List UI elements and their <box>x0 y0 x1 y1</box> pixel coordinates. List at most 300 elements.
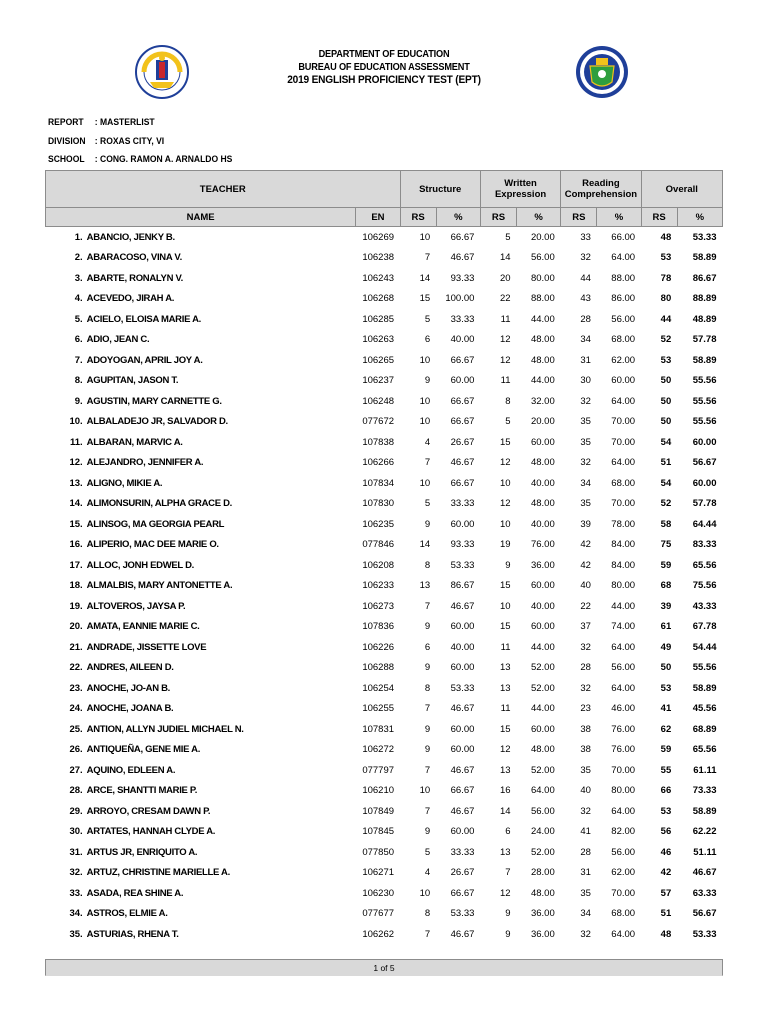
teacher-name: ALTOVEROS, JAYSA P. <box>86 600 186 612</box>
teacher-name: ARROYO, CRESAM DAWN P. <box>86 805 211 817</box>
overall-rs: 53 <box>660 682 672 694</box>
employee-number: 106272 <box>362 744 395 756</box>
table-row <box>46 309 723 330</box>
employee-number: 106269 <box>362 231 395 243</box>
row-number: 16. <box>69 539 83 551</box>
written-pct: 48.00 <box>530 744 555 756</box>
row-number: 9. <box>74 395 83 407</box>
structure-rs: 4 <box>424 867 431 879</box>
overall-pct: 64.44 <box>692 518 717 530</box>
written-rs: 22 <box>499 293 511 305</box>
written-rs: 8 <box>505 395 511 407</box>
table-row <box>46 227 723 248</box>
employee-number: 107836 <box>362 621 395 633</box>
overall-pct: 63.33 <box>692 887 717 899</box>
structure-pct: 46.67 <box>450 805 475 817</box>
teacher-name: ANDRES, AILEEN D. <box>86 662 174 674</box>
structure-pct: 46.67 <box>450 703 475 715</box>
overall-rs: 39 <box>660 600 672 612</box>
employee-number: 106248 <box>362 395 395 407</box>
written-pct: 44.00 <box>530 313 555 325</box>
structure-pct: 60.00 <box>450 375 475 387</box>
col-reading-rs: RS <box>561 208 597 227</box>
structure-pct: 66.67 <box>450 477 475 489</box>
reading-pct: 86.00 <box>611 293 636 305</box>
row-number: 24. <box>69 703 83 715</box>
overall-rs: 50 <box>660 662 672 674</box>
employee-number: 077846 <box>362 539 395 551</box>
structure-rs: 8 <box>424 682 431 694</box>
employee-number: 077850 <box>362 846 395 858</box>
col-structure-rs: RS <box>400 208 436 227</box>
written-rs: 10 <box>499 477 511 489</box>
reading-rs: 35 <box>580 887 591 899</box>
group-written-expression: Written Expression <box>480 171 560 208</box>
overall-rs: 41 <box>660 703 672 715</box>
structure-pct: 66.67 <box>450 887 475 899</box>
reading-rs: 39 <box>580 518 591 530</box>
table-row <box>46 842 723 863</box>
employee-number: 106208 <box>362 559 395 571</box>
overall-pct: 86.67 <box>692 272 717 284</box>
overall-rs: 56 <box>660 826 672 838</box>
written-pct: 44.00 <box>530 703 555 715</box>
written-rs: 11 <box>500 313 511 325</box>
overall-rs: 51 <box>660 908 672 920</box>
reading-pct: 68.00 <box>611 334 636 346</box>
written-pct: 24.00 <box>530 826 555 838</box>
reading-pct: 84.00 <box>611 539 636 551</box>
written-pct: 48.00 <box>530 498 555 510</box>
reading-pct: 56.00 <box>611 662 636 674</box>
teacher-name: AGUSTIN, MARY CARNETTE G. <box>86 395 222 407</box>
teacher-name: AQUINO, EDLEEN A. <box>86 764 176 776</box>
overall-rs: 42 <box>660 867 672 879</box>
overall-pct: 55.56 <box>692 395 717 407</box>
structure-pct: 66.67 <box>450 231 475 243</box>
table-row <box>46 924 723 945</box>
overall-rs: 57 <box>660 887 672 899</box>
reading-rs: 32 <box>580 682 591 694</box>
table-row <box>46 289 723 310</box>
employee-number: 106262 <box>362 928 395 940</box>
employee-number: 106263 <box>362 334 395 346</box>
overall-rs: 62 <box>660 723 672 735</box>
overall-pct: 68.89 <box>692 723 717 735</box>
reading-rs: 30 <box>580 375 591 387</box>
teacher-name: ALIPERIO, MAC DEE MARIE O. <box>86 539 219 551</box>
row-number: 26. <box>69 744 83 756</box>
overall-rs: 53 <box>660 805 672 817</box>
employee-number: 106237 <box>362 375 395 387</box>
employee-number: 106285 <box>362 313 395 325</box>
table-row <box>46 719 723 740</box>
structure-rs: 14 <box>419 539 431 551</box>
meta-division <box>48 135 164 148</box>
meta-report-label: REPORT <box>48 117 84 128</box>
teacher-name: ADIO, JEAN C. <box>86 334 150 346</box>
meta-school-value: : CONG. RAMON A. ARNALDO HS <box>94 154 233 165</box>
structure-rs: 13 <box>419 580 431 592</box>
reading-pct: 44.00 <box>611 600 636 612</box>
overall-pct: 45.56 <box>692 703 717 715</box>
teacher-name: ARCE, SHANTTI MARIE P. <box>86 785 198 797</box>
overall-rs: 61 <box>660 621 672 633</box>
written-pct: 88.00 <box>530 293 555 305</box>
row-number: 33. <box>69 887 83 899</box>
structure-pct: 33.33 <box>450 846 475 858</box>
written-pct: 36.00 <box>530 559 555 571</box>
reading-pct: 62.00 <box>611 354 636 366</box>
written-rs: 12 <box>499 744 511 756</box>
written-rs: 12 <box>499 457 511 469</box>
row-number: 28. <box>69 785 83 797</box>
overall-pct: 55.56 <box>692 375 717 387</box>
teacher-name: AGUPITAN, JASON T. <box>86 375 179 387</box>
employee-number: 077672 <box>362 416 395 428</box>
overall-pct: 60.00 <box>692 436 717 448</box>
written-rs: 12 <box>499 887 511 899</box>
teacher-name: ARTATES, HANNAH CLYDE A. <box>86 826 216 838</box>
overall-pct: 58.89 <box>692 682 717 694</box>
bea-seal-icon <box>574 44 630 100</box>
written-pct: 56.00 <box>530 252 555 264</box>
overall-rs: 80 <box>660 293 672 305</box>
structure-rs: 7 <box>424 457 431 469</box>
overall-pct: 56.67 <box>692 457 717 469</box>
written-rs: 5 <box>505 231 511 243</box>
written-pct: 48.00 <box>530 334 555 346</box>
table-row <box>46 514 723 535</box>
teacher-name: ACIELO, ELOISA MARIE A. <box>86 313 201 325</box>
reading-rs: 32 <box>580 805 591 817</box>
structure-pct: 60.00 <box>450 826 475 838</box>
overall-pct: 56.67 <box>692 908 717 920</box>
table-row <box>46 453 723 474</box>
structure-rs: 10 <box>419 416 431 428</box>
reading-rs: 37 <box>580 621 591 633</box>
reading-rs: 44 <box>580 272 591 284</box>
reading-pct: 84.00 <box>611 559 636 571</box>
written-pct: 48.00 <box>530 354 555 366</box>
reading-rs: 35 <box>580 416 591 428</box>
overall-pct: 43.33 <box>692 600 717 612</box>
meta-report <box>48 116 155 129</box>
written-pct: 48.00 <box>530 457 555 469</box>
structure-rs: 10 <box>419 395 431 407</box>
reading-pct: 76.00 <box>611 744 636 756</box>
overall-pct: 88.89 <box>692 293 717 305</box>
row-number: 14. <box>69 498 83 510</box>
table-row <box>46 350 723 371</box>
reading-rs: 28 <box>580 313 591 325</box>
reading-rs: 40 <box>580 580 591 592</box>
row-number: 12. <box>69 457 83 469</box>
structure-rs: 7 <box>424 805 431 817</box>
overall-rs: 51 <box>660 457 672 469</box>
reading-pct: 64.00 <box>611 457 636 469</box>
written-pct: 80.00 <box>530 272 555 284</box>
reading-pct: 64.00 <box>611 928 636 940</box>
written-pct: 60.00 <box>530 723 555 735</box>
written-rs: 15 <box>499 580 511 592</box>
teacher-name: ASADA, REA SHINE A. <box>86 887 184 899</box>
overall-pct: 60.00 <box>692 477 717 489</box>
row-number: 32. <box>69 867 83 879</box>
written-pct: 44.00 <box>530 641 555 653</box>
reading-pct: 70.00 <box>611 436 636 448</box>
written-rs: 20 <box>499 272 511 284</box>
written-rs: 12 <box>499 498 511 510</box>
written-pct: 40.00 <box>530 477 555 489</box>
teacher-name: ANOCHE, JO-AN B. <box>86 682 171 694</box>
overall-pct: 73.33 <box>692 785 717 797</box>
reading-pct: 64.00 <box>611 395 636 407</box>
reading-rs: 42 <box>580 539 591 551</box>
row-number: 27. <box>69 764 83 776</box>
reading-rs: 28 <box>580 662 591 674</box>
reading-rs: 32 <box>580 928 591 940</box>
employee-number: 106266 <box>362 457 395 469</box>
row-number: 5. <box>74 313 83 325</box>
overall-rs: 55 <box>660 764 672 776</box>
teacher-name: ALIGNO, MIKIE A. <box>86 477 163 489</box>
written-rs: 10 <box>499 600 511 612</box>
overall-pct: 55.56 <box>692 416 717 428</box>
table-row <box>46 637 723 658</box>
reading-pct: 68.00 <box>611 477 636 489</box>
written-rs: 6 <box>505 826 511 838</box>
teacher-name: ANDRADE, JISSETTE LOVE <box>86 641 207 653</box>
meta-school <box>48 153 232 166</box>
overall-rs: 59 <box>660 559 672 571</box>
employee-number: 106235 <box>362 518 395 530</box>
structure-rs: 9 <box>424 826 431 838</box>
structure-pct: 46.67 <box>450 252 475 264</box>
overall-rs: 54 <box>660 436 672 448</box>
col-name: NAME <box>46 208 356 227</box>
table-row <box>46 883 723 904</box>
structure-pct: 66.67 <box>450 354 475 366</box>
structure-pct: 60.00 <box>450 621 475 633</box>
row-number: 20. <box>69 621 83 633</box>
reading-rs: 38 <box>580 723 591 735</box>
overall-rs: 48 <box>660 231 672 243</box>
written-pct: 52.00 <box>530 682 555 694</box>
row-number: 31. <box>69 846 83 858</box>
written-pct: 64.00 <box>530 785 555 797</box>
table-row <box>46 268 723 289</box>
structure-pct: 46.67 <box>450 928 475 940</box>
written-pct: 52.00 <box>530 764 555 776</box>
structure-rs: 6 <box>424 334 431 346</box>
written-pct: 20.00 <box>530 416 555 428</box>
teacher-name: ANTIQUEÑA, GENE MIE A. <box>86 744 201 756</box>
structure-rs: 4 <box>424 436 431 448</box>
employee-number: 106226 <box>362 641 395 653</box>
overall-pct: 54.44 <box>692 641 717 653</box>
table-row <box>46 391 723 412</box>
structure-rs: 10 <box>419 785 431 797</box>
overall-pct: 53.33 <box>692 928 717 940</box>
overall-pct: 61.11 <box>693 764 717 776</box>
teacher-name: ASTURIAS, RHENA T. <box>86 928 179 940</box>
teacher-name: ALEJANDRO, JENNIFER A. <box>86 457 204 469</box>
table-row <box>46 760 723 781</box>
overall-rs: 48 <box>660 928 672 940</box>
table-row <box>46 699 723 720</box>
structure-pct: 33.33 <box>450 498 475 510</box>
table-row <box>46 781 723 802</box>
col-en: EN <box>356 208 400 227</box>
reading-pct: 64.00 <box>611 252 636 264</box>
row-number: 13. <box>69 477 83 489</box>
header-line-3: 2019 ENGLISH PROFICIENCY TEST (EPT) <box>287 74 481 86</box>
reading-rs: 35 <box>580 498 591 510</box>
written-rs: 14 <box>499 805 511 817</box>
teacher-name: ALMALBIS, MARY ANTONETTE A. <box>86 580 233 592</box>
table-row <box>46 904 723 925</box>
structure-rs: 9 <box>424 621 431 633</box>
written-rs: 10 <box>499 518 511 530</box>
reading-pct: 76.00 <box>611 723 636 735</box>
overall-rs: 58 <box>660 518 672 530</box>
row-number: 17. <box>69 559 83 571</box>
structure-rs: 14 <box>419 272 431 284</box>
structure-pct: 60.00 <box>450 518 475 530</box>
reading-rs: 32 <box>580 252 591 264</box>
overall-pct: 75.56 <box>692 580 717 592</box>
row-number: 2. <box>74 252 83 264</box>
employee-number: 077677 <box>362 908 395 920</box>
header-line-2: BUREAU OF EDUCATION ASSESSMENT <box>298 62 470 73</box>
employee-number: 107849 <box>362 805 395 817</box>
reading-pct: 80.00 <box>611 580 636 592</box>
table-row <box>46 801 723 822</box>
written-rs: 9 <box>505 908 511 920</box>
written-rs: 16 <box>499 785 511 797</box>
row-number: 18. <box>69 580 83 592</box>
employee-number: 106254 <box>362 682 395 694</box>
teacher-name: ALINSOG, MA GEORGIA PEARL <box>86 518 225 530</box>
masterlist-table <box>45 170 723 945</box>
row-number: 8. <box>74 375 83 387</box>
structure-pct: 66.67 <box>450 416 475 428</box>
reading-pct: 60.00 <box>611 375 636 387</box>
structure-rs: 7 <box>424 703 431 715</box>
written-pct: 36.00 <box>530 908 555 920</box>
employee-number: 106210 <box>362 785 395 797</box>
reading-rs: 34 <box>580 334 591 346</box>
table-row <box>46 576 723 597</box>
reading-pct: 70.00 <box>611 498 636 510</box>
written-rs: 9 <box>505 559 511 571</box>
structure-rs: 9 <box>424 723 431 735</box>
written-rs: 15 <box>499 436 511 448</box>
table-row <box>46 494 723 515</box>
overall-pct: 62.22 <box>692 826 717 838</box>
structure-rs: 7 <box>424 600 431 612</box>
written-pct: 32.00 <box>530 395 555 407</box>
structure-rs: 10 <box>419 887 431 899</box>
teacher-name: ALLOC, JONH EDWEL D. <box>86 559 194 571</box>
written-rs: 11 <box>500 375 511 387</box>
structure-rs: 7 <box>424 928 431 940</box>
row-number: 10. <box>69 416 83 428</box>
written-rs: 13 <box>499 764 511 776</box>
overall-pct: 55.56 <box>692 662 717 674</box>
table-row <box>46 555 723 576</box>
overall-pct: 67.78 <box>692 621 717 633</box>
reading-pct: 64.00 <box>611 805 636 817</box>
reading-rs: 22 <box>580 600 591 612</box>
group-structure: Structure <box>400 171 480 208</box>
table-row <box>46 658 723 679</box>
col-overall-pct: % <box>677 208 722 227</box>
structure-pct: 26.67 <box>450 436 475 448</box>
reading-rs: 35 <box>580 764 591 776</box>
written-rs: 11 <box>500 703 511 715</box>
overall-pct: 65.56 <box>692 744 717 756</box>
structure-pct: 86.67 <box>450 580 475 592</box>
structure-rs: 7 <box>424 764 431 776</box>
overall-pct: 46.67 <box>692 867 717 879</box>
reading-rs: 28 <box>580 846 591 858</box>
meta-school-label: SCHOOL <box>48 154 85 165</box>
reading-rs: 32 <box>580 641 591 653</box>
structure-pct: 46.67 <box>450 457 475 469</box>
structure-pct: 100.00 <box>445 293 475 305</box>
row-number: 34. <box>69 908 83 920</box>
structure-rs: 15 <box>419 293 431 305</box>
reading-rs: 34 <box>580 908 591 920</box>
employee-number: 107834 <box>362 477 395 489</box>
overall-rs: 75 <box>660 539 672 551</box>
report-header <box>0 48 768 87</box>
row-number: 21. <box>69 641 83 653</box>
structure-pct: 53.33 <box>450 908 475 920</box>
reading-rs: 35 <box>580 436 591 448</box>
written-rs: 12 <box>499 354 511 366</box>
employee-number: 106238 <box>362 252 395 264</box>
written-rs: 12 <box>499 334 511 346</box>
table-row <box>46 371 723 392</box>
row-number: 4. <box>74 293 83 305</box>
teacher-name: ANOCHE, JOANA B. <box>86 703 174 715</box>
overall-rs: 66 <box>660 785 672 797</box>
reading-rs: 33 <box>580 231 591 243</box>
structure-pct: 93.33 <box>450 272 475 284</box>
reading-rs: 41 <box>580 826 591 838</box>
overall-pct: 57.78 <box>692 334 717 346</box>
written-rs: 11 <box>500 641 511 653</box>
teacher-name: ALIMONSURIN, ALPHA GRACE D. <box>86 498 232 510</box>
teacher-name: ACEVEDO, JIRAH A. <box>86 293 175 305</box>
structure-rs: 9 <box>424 662 431 674</box>
employee-number: 107838 <box>362 436 395 448</box>
reading-pct: 78.00 <box>611 518 636 530</box>
written-rs: 14 <box>499 252 511 264</box>
written-pct: 48.00 <box>530 887 555 899</box>
reading-pct: 70.00 <box>611 887 636 899</box>
reading-pct: 62.00 <box>611 867 636 879</box>
reading-pct: 46.00 <box>611 703 636 715</box>
row-number: 29. <box>69 805 83 817</box>
written-pct: 28.00 <box>530 867 555 879</box>
written-rs: 15 <box>499 621 511 633</box>
employee-number: 106268 <box>362 293 395 305</box>
reading-pct: 74.00 <box>611 621 636 633</box>
